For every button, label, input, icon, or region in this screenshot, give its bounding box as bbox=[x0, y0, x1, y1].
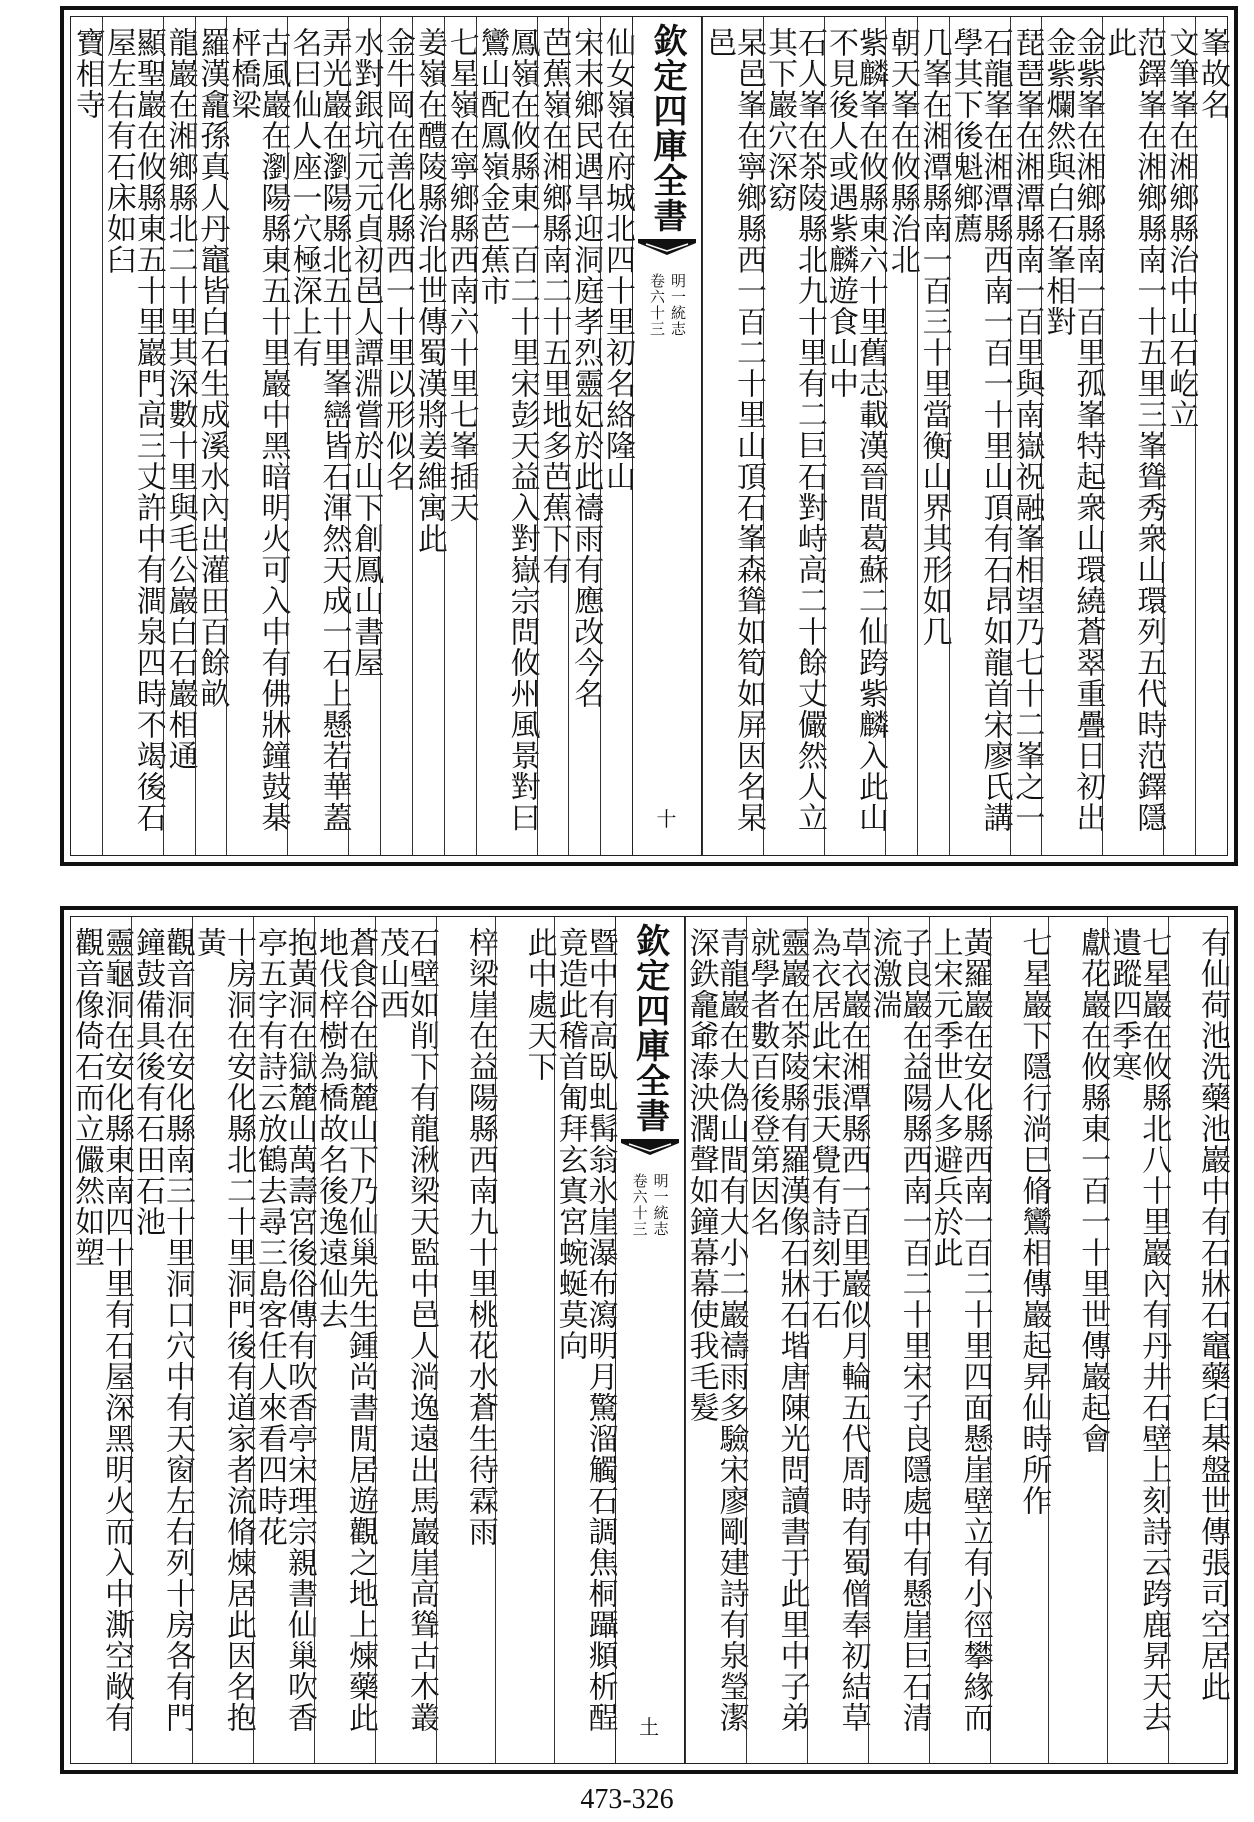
top-page bbox=[60, 6, 1238, 866]
text-column: 七星嶺在寧鄉縣西南六十里七峯插天 bbox=[444, 17, 476, 855]
text-column: 龍巖在湘鄉縣北二十里其深數十里與毛公巖白石巖相通 bbox=[163, 17, 195, 855]
text-column: 寶相寺 bbox=[69, 27, 105, 120]
fold-meta bbox=[648, 273, 688, 337]
text-column: 靈龜洞在安化縣東南四十里有石屋深黑明火而入中澌空敞有觀音像倚石而立儼然如塑 bbox=[69, 927, 135, 1733]
text-column: 七星巖下隱行淌巳脩鸞相傳巖起昇仙時所作 bbox=[990, 917, 1049, 1763]
volume-label: 卷六十三 bbox=[630, 1173, 649, 1237]
book-title: 欽定四庫全書 bbox=[629, 923, 670, 1133]
text-column: 文筆峯在湘鄉縣治中山石屹立 bbox=[1163, 17, 1195, 855]
text-column: 弄光巖在瀏陽縣北五十里峯巒皆石渾然天成一石上懸若華蓋名曰仙人座一穴極深上有 bbox=[287, 17, 348, 855]
text-column: 獻花巖在攸縣東一百一十里世傳巖起會 bbox=[1048, 917, 1107, 1763]
text-column: 七星巖在攸縣北八十里巖內有丹井石壁上刻詩云跨鹿昇天去遺蹤四季寒 bbox=[1107, 917, 1168, 1763]
bottom-page bbox=[60, 906, 1238, 1774]
leaf-number: 十 bbox=[656, 807, 678, 831]
text-column: 姜嶺在醴陵縣治北世傳蜀漢將姜維寓此 bbox=[412, 17, 444, 855]
text-column: 仙女嶺在府城北四十里初名絡隆山 bbox=[600, 17, 632, 855]
text-column: 青龍巖在大偽山間有大小二巖禱雨多驗宋廖剛建詩有泉瑩潔深鉄龕爺溙泱濶聲如鐘幕幕使我毛髮 bbox=[685, 917, 746, 1763]
text-column: 紫麟峯在攸縣東六十里舊志載漢晉間葛蘇二仙跨紫麟入此山不見後人或遇紫麟遊食山中 bbox=[824, 17, 885, 855]
top-page-frame bbox=[70, 16, 1228, 856]
text-column: 杲邑峯在寧鄉縣西一百二十里山頂石峯森聳如筍如屏因名杲邑 bbox=[702, 17, 763, 855]
fold-meta bbox=[632, 1173, 668, 1237]
center-fold bbox=[615, 917, 685, 1763]
text-column: 琵琶峯在湘潭縣南一百里與南嶽祝融峯相望乃七十二峯之一 bbox=[1010, 17, 1042, 855]
center-fold bbox=[632, 17, 702, 855]
text-column: 顯聖巖在攸縣東五十里巖門高三丈許中有澗泉四時不竭後石屋左右有石床如臼 bbox=[102, 17, 163, 855]
text-column: 宋末鄉民遇旱迎洞庭孝烈靈妃於此禱雨有應改今名 bbox=[568, 17, 600, 855]
text-column: 水對銀坑元元貞初邑人譚淵嘗於山下創鳳山書屋 bbox=[348, 17, 380, 855]
text-column: 有仙荷池洗藥池巖中有石牀石竈藥臼棊盤世傳張司空居此 bbox=[1168, 917, 1227, 1763]
text-column: 芭蕉嶺在湘鄉縣南二十五里地多芭蕉下有 bbox=[537, 17, 569, 855]
text-column: 古風巖在瀏陽縣東五十里巖中黑暗明火可入中有佛牀鐘鼓棊枰橋梁 bbox=[226, 17, 287, 855]
page-number: 473-326 bbox=[580, 1784, 674, 1815]
text-column: 峯故名 bbox=[1195, 17, 1227, 855]
text-column: 鳳嶺在攸縣東一百二十里宋彭天益入對嶽宗問攸州風景對曰鸞山配鳳嶺金芭蕉市 bbox=[476, 17, 537, 855]
text-column: 石壁如削下有龍湫梁天監中邑人淌逸遠出馬巖崖高聳古木叢茂山西 bbox=[375, 917, 436, 1763]
text-column: 抱黃洞在獄麓山萬壽宮後俗傳有吹香亭宋理宗親書仙巢吹香亭五字有詩云放鶴去尋三島客任人來看四時花 bbox=[253, 917, 314, 1763]
text-column: 几峯在湘潭縣南一百三十里當衡山界其形如几 bbox=[917, 17, 949, 855]
text-column: 暨中有高臥虬髯翁氷崖瀑布瀉明月驚溜觸石調焦桐躡頫析酲竟造此稽首匍拜玄寘宮蜿蜒莫向 bbox=[554, 917, 615, 1763]
text-column: 金牛岡在善化縣西一十里以形似名 bbox=[380, 17, 412, 855]
text-column: 石龍峯在湘潭縣西南一百一十里山頂有石昂如龍首宋廖氏講學其下後魁鄉薦 bbox=[949, 17, 1010, 855]
book-name: 明一統志 bbox=[669, 273, 688, 337]
text-column: 子良巖在益陽縣西南一百二十里宋子良隱處中有懸崖巨石清流激湍 bbox=[868, 917, 929, 1763]
bottom-page-frame bbox=[70, 916, 1228, 1764]
fishtail-mark-icon bbox=[621, 1139, 679, 1155]
text-column: 羅漢龕孫真人丹竈皆白石生成溪水內出灌田百餘畝 bbox=[195, 17, 227, 855]
leaf-number: 土 bbox=[639, 1715, 661, 1739]
text-column: 朝天峯在攸縣治北 bbox=[885, 17, 917, 855]
book-title: 欽定四庫全書 bbox=[647, 23, 688, 233]
text-column: 十房洞在安化縣北二十里洞門後有道家者流脩煉居此因名抱黃 bbox=[192, 917, 253, 1763]
text-column: 黃羅巖在安化縣西南一百二十里四面懸崖壁立有小徑攀緣而上宋元季世人多避兵於此 bbox=[929, 917, 990, 1763]
text-column: 觀音洞在安化縣南三十里洞口穴中有天窗左右列十房各有門鐘鼓備具後有石田石池 bbox=[131, 917, 192, 1763]
text-column: 靈巖在茶陵縣有羅漢像石牀石堦唐陳光問讀書于此里中子弟就學者數百後登第因名 bbox=[746, 917, 807, 1763]
book-name: 明一統志 bbox=[651, 1173, 670, 1237]
volume-label: 卷六十三 bbox=[648, 273, 667, 337]
text-column: 此中處天下 bbox=[495, 917, 554, 1763]
text-column: 蒼食谷在獄麓山下乃仙巢先生鍾尚書閒居遊觀之地上煉藥此地伐梓樹為橋故名後逸遠仙去 bbox=[314, 917, 375, 1763]
text-column: 金紫峯在湘鄉縣南一百里孤峯特起衆山環繞蒼翠重疊日初出金紫爛然與白石峯相對 bbox=[1041, 17, 1102, 855]
text-column: 梓梁崖在益陽縣西南九十里桃花水蒼生待霖雨 bbox=[436, 917, 495, 1763]
text-column: 草衣巖在湘潭縣西一百里巖似月輪五代周時有蜀僧奉初結草為衣居此宋張天覺有詩刻于石 bbox=[807, 917, 868, 1763]
fishtail-mark-icon bbox=[638, 239, 696, 255]
text-column: 石人峯在茶陵縣北九十里有二巨石對峙高二十餘丈儼然人立其下巖穴深窈 bbox=[763, 17, 824, 855]
text-column: 范鐸峯在湘鄉縣南一十五里三峯聳秀衆山環列五代時范鐸隱此 bbox=[1102, 17, 1163, 855]
